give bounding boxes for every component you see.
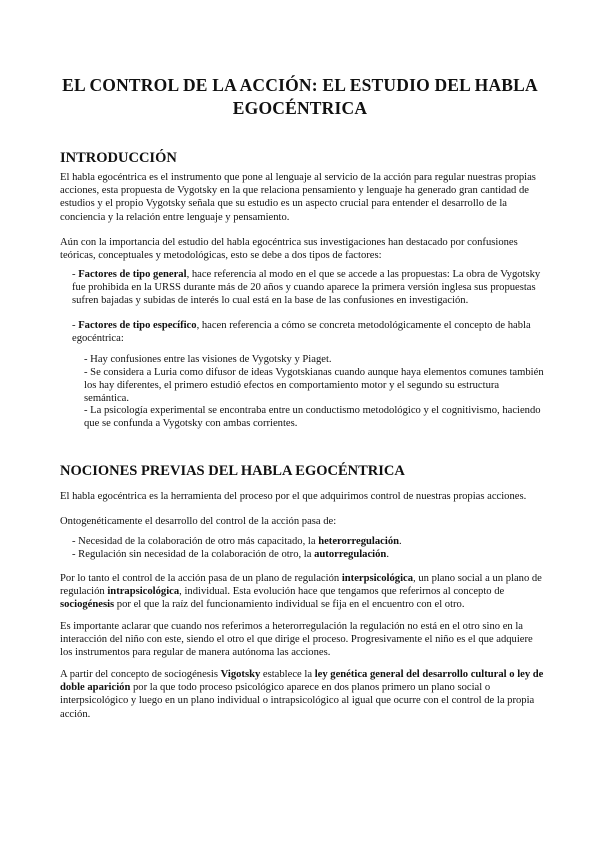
text-run: , individual. Esta evolución hace que tengamos que referirnos al concepto de — [179, 586, 505, 598]
list-item: - Regulación sin necesidad de la colaboración de otro, la autorregulación. — [72, 549, 389, 560]
list-item: - Necesidad de la colaboración de otro más capacitado, la heterorregulación. — [72, 536, 402, 547]
factor-general-paragraph: - Factores de tipo general, hace referencia al modo en el que se accede a las propuestas: La obra de Vygotsky fue prohibida en la URSS durante más de 20 años y cuando aparece la primera versión inglesa sus propuestas sufren bajadas y subidas de interés lo cual está en la base de las confusiones en investigación. — [72, 269, 541, 307]
text-run: por el que la raíz del funcionamiento individual se fija en el encuentro con el otro. — [114, 599, 465, 611]
section-heading-introduccion: INTRODUCCIÓN — [60, 150, 177, 166]
nociones-paragraph-1: El habla egocéntrica es la herramienta del proceso por el que adquirimos control de nuestras propias acciones. — [60, 491, 527, 502]
bold-term: Vigotsky — [220, 669, 261, 680]
factor-general-text: , hace referencia al modo en el que se accede a las propuestas: La obra de Vygotsky fue prohibida en la URSS durante más de 20 años y cuando aparece la primera versión inglesa sus propuestas sufren bajadas y subidas de interés lo cual está en la base de las confusiones en investigación. — [72, 269, 541, 307]
list-item: - Se considera a Luria como difusor de ideas Vygotskianas cuando aunque haya elementos comunes también los hay diferentes, el primero estudió efectos en comportamiento motor y el segundo su estructura semántica. — [84, 367, 544, 405]
document-title: EL CONTROL DE LA ACCIÓN: EL ESTUDIO DEL HABLA EGOCÉNTRICA — [62, 75, 538, 118]
list-item-text: - Necesidad de la colaboración de otro más capacitado, la — [72, 536, 319, 547]
factor-general-label: Factores de tipo general — [78, 269, 187, 280]
intro-paragraph-1: El habla egocéntrica es el instrumento que pone al lenguaje al servicio de la acción para regular nuestras propias acciones, esta propuesta de Vygotsky en la que relaciona pensamiento y lenguaje ha generado gran cantidad de estudios y el propio Vygotsky señala que su estudio es un aspecto crucial para entender el desarrollo de la conciencia y la relación entre lenguaje y pensamiento. — [60, 172, 536, 223]
text-run: por la que todo proceso psicológico aparece en dos planos primero un plano social o interpsicológico y luego en un plano individual o intrapsicológico al igual que ocurre con el control de la propia acción. — [60, 682, 535, 720]
bold-term: interpsicológica — [341, 573, 414, 584]
section-heading-nociones: NOCIONES PREVIAS DEL HABLA EGOCÉNTRICA — [60, 463, 405, 479]
factor-especifico-paragraph: - Factores de tipo específico, hacen referencia a cómo se concreta metodológicamente el concepto de habla egocéntrica: — [72, 320, 531, 345]
intro-paragraph-2: Aún con la importancia del estudio del habla egocéntrica sus investigaciones han destacado por confusiones teóricas, conceptuales y metodológicas, esto se debe a dos tipos de factores: — [60, 237, 518, 262]
text-run: establece la — [260, 669, 315, 680]
factor-especifico-text: , hacen referencia a cómo se concreta metodológicamente el concepto de habla egocéntrica: — [72, 320, 531, 345]
nociones-paragraph-3 — [60, 572, 544, 612]
list-item-bold-term: heterorregulación — [318, 536, 400, 547]
list-item: - Hay confusiones entre las visiones de Vygotsky y Piaget. — [84, 354, 332, 365]
nociones-paragraph-2: Ontogenéticamente el desarrollo del control de la acción pasa de: — [60, 516, 337, 527]
nociones-paragraph-5 — [60, 668, 544, 721]
bold-term: intrapsicológica — [107, 586, 180, 598]
factor-especifico-label: Factores de tipo específico — [78, 320, 197, 331]
nociones-paragraph-4: Es importante aclarar que cuando nos referimos a heterorregulación la regulación no está en el otro sino en la interacción del niño con este, siendo el otro el que dirige el proceso. Progresivamente el niño es el que adquiere los instrumentos para regular de manera autónoma las acciones. — [60, 621, 533, 659]
text-run: , un plano social a un plano de regulación — [60, 573, 542, 598]
text-run: Por lo tanto el control de la acción pasa de un plano de regulación — [60, 573, 342, 584]
bold-term: ley genética general del desarrollo cultural o ley de doble aparición — [60, 669, 544, 694]
bold-term: sociogénesis — [60, 599, 115, 611]
list-item-text: - Regulación sin necesidad de la colaboración de otro, la — [72, 549, 315, 560]
list-item: - La psicología experimental se encontraba entre un conductismo metodológico y el cognitivismo, haciendo que se confunda a Vygotsky con ambas corrientes. — [84, 405, 541, 430]
list-item-bold-term: autorregulación — [314, 549, 387, 560]
text-run: A partir del concepto de sociogénesis — [60, 669, 221, 680]
